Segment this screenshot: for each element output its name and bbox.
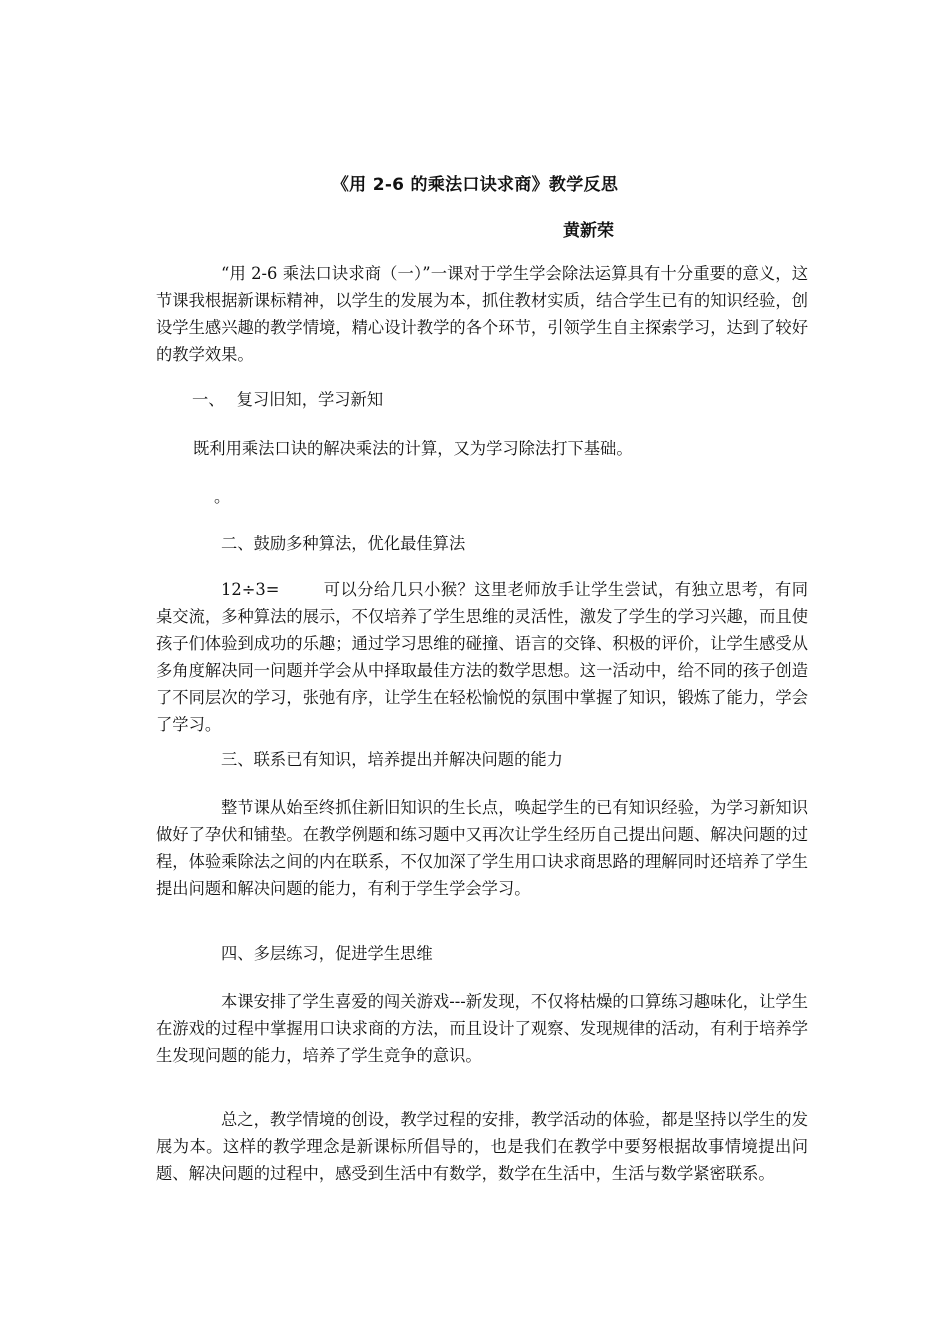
section1-heading	[192, 386, 383, 413]
section2-body: 可以分给几只小猴？这里老师放手让学生尝试，有独立思考，有同桌交流，多种算法的展示，不仅培养了学生思维的灵活性，激发了学生的学习兴趣，而且使孩子们体验到成功的乐趣；通过学习思维的碰撞、语言的交锋、积极的评价，让学生感受从多角度解决同一问题并学会从中择取最佳方法的数学思想。这一活动中，给不同的孩子创造了不同层次的学习，张弛有序，让学生在轻松愉悦的氛围中掌握了知识，锻炼了能力，学会了学习。	[156, 580, 808, 734]
section1-number: 一、	[192, 390, 225, 409]
section1-body: 既利用乘法口诀的解决乘法的计算，又为学习除法打下基础。	[193, 439, 633, 458]
document-title: 《用 2-6 的乘法口诀求商》教学反思	[331, 175, 619, 195]
section1-title: 复习旧知，学习新知	[236, 390, 384, 409]
section2-paragraph	[156, 576, 808, 738]
section1-stray-mark: 。	[214, 487, 231, 506]
section4-heading: 四、多层练习，促进学生思维	[221, 944, 433, 963]
intro-paragraph: “用 2-6 乘法口诀求商（一）”一课对于学生学会除法运算具有十分重要的意义，这节课我根据新课标精神，以学生的发展为本，抓住教材实质，结合学生已有的知识经验，创设学生感兴趣的教学情境，精心设计教学的各个环节，引领学生自主探索学习，达到了较好的教学效果。	[156, 264, 808, 364]
section4-paragraph: 本课安排了学生喜爱的闯关游戏---新发现，不仅将枯燥的口算练习趣味化，让学生在游戏的过程中掌握用口诀求商的方法，而且设计了观察、发现规律的活动，有利于培养学生发现问题的能力，培养了学生竞争的意识。	[156, 992, 808, 1065]
division-equation: 12÷3=	[221, 580, 280, 599]
conclusion-paragraph: 总之，教学情境的创设，教学过程的安排，教学活动的体验，都是坚持以学生的发展为本。这样的教学理念是新课标所倡导的，也是我们在教学中要努根据故事情境提出问题、解决问题的过程中，感受到生活中有数学，数学在生活中，生活与数学紧密联系。	[156, 1110, 808, 1183]
author-name: 黄新荣	[563, 221, 614, 241]
section3-paragraph: 整节课从始至终抓住新旧知识的生长点，唤起学生的已有知识经验，为学习新知识做好了孕伏和铺垫。在教学例题和练习题中又再次让学生经历自己提出问题、解决问题的过程，体验乘除法之间的内在联系，不仅加深了学生用口诀求商思路的理解同时还培养了学生提出问题和解决问题的能力，有利于学生学会学习。	[156, 798, 808, 898]
section2-heading: 二、鼓励多种算法，优化最佳算法	[221, 534, 466, 553]
section3-heading: 三、联系已有知识，培养提出并解决问题的能力	[221, 750, 563, 769]
